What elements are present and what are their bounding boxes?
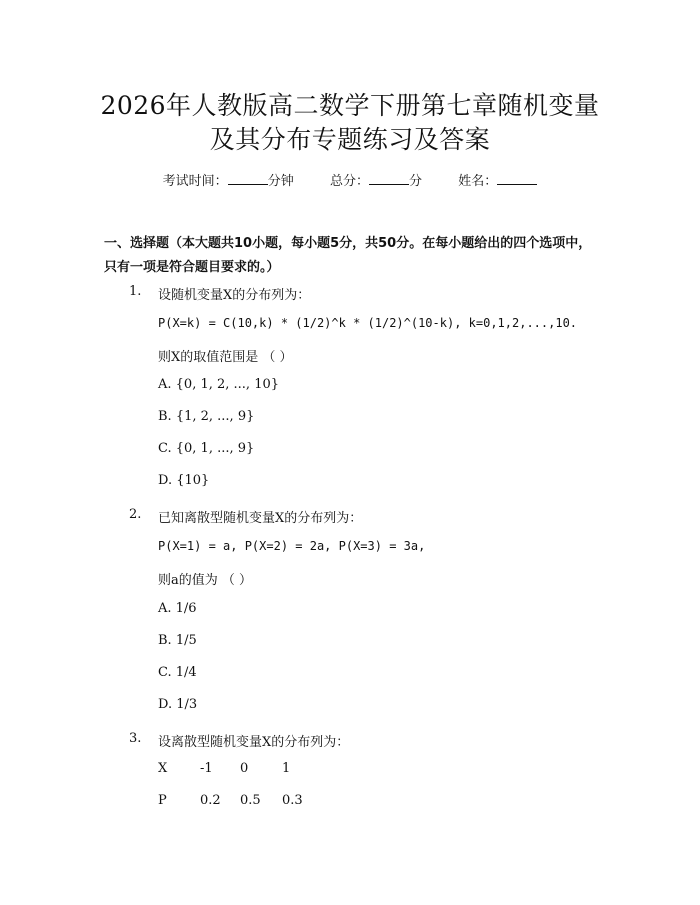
question-number: 2.: [129, 507, 142, 522]
score-label: 总分：: [329, 174, 369, 189]
table-cell: P: [158, 793, 167, 808]
section-heading: 一、选择题（本大题共10小题，每小题5分，共50分。在每小题给出的四个选项中，只有一项是符合题目要求的。）: [104, 236, 592, 275]
exam-time-unit: 分钟: [267, 174, 294, 189]
exam-time-label: 考试时间：: [162, 174, 228, 189]
question-stem: 已知离散型随机变量X的分布列为：: [158, 511, 363, 526]
title-line-1: 2026年人教版高二数学下册第七章随机变量: [100, 91, 600, 120]
table-cell: -1: [200, 761, 213, 776]
question-stem: 设随机变量X的分布列为：: [158, 288, 311, 303]
question-formula: P(X=1) = a, P(X=2) = 2a, P(X=3) = 3a,: [158, 539, 426, 553]
question-ask: 则X的取值范围是 （ ）: [158, 350, 293, 365]
option-b: B. {1, 2, ..., 9}: [158, 409, 255, 424]
table-cell: 0: [240, 761, 249, 776]
option-c: C. 1/4: [158, 665, 197, 680]
question-number: 3.: [129, 731, 142, 746]
question-stem: 设离散型随机变量X的分布列为：: [158, 735, 350, 750]
option-d: D. {10}: [158, 473, 210, 488]
question-number: 1.: [129, 284, 142, 299]
title-line-2: 及其分布专题练习及答案: [209, 125, 491, 154]
option-c: C. {0, 1, ..., 9}: [158, 441, 255, 456]
table-cell: 0.2: [200, 793, 221, 808]
name-blank: [497, 172, 537, 185]
table-cell: 0.3: [282, 793, 303, 808]
exam-time-blank: [228, 172, 268, 185]
exam-info-line: [0, 170, 700, 189]
question-formula: P(X=k) = C(10,k) * (1/2)^k * (1/2)^(10-k), k=0,1,2,...,10.: [158, 316, 578, 330]
table-cell: X: [158, 761, 168, 776]
score-blank: [369, 172, 409, 185]
table-cell: 1: [282, 761, 291, 776]
option-a: A. {0, 1, 2, ..., 10}: [158, 377, 280, 392]
score-unit: 分: [409, 174, 423, 189]
option-b: B. 1/5: [158, 633, 197, 648]
option-a: A. 1/6: [158, 601, 197, 616]
question-ask: 则a的值为 （ ）: [158, 573, 253, 588]
table-cell: 0.5: [240, 793, 261, 808]
name-label: 姓名：: [458, 174, 498, 189]
option-d: D. 1/3: [158, 697, 198, 712]
